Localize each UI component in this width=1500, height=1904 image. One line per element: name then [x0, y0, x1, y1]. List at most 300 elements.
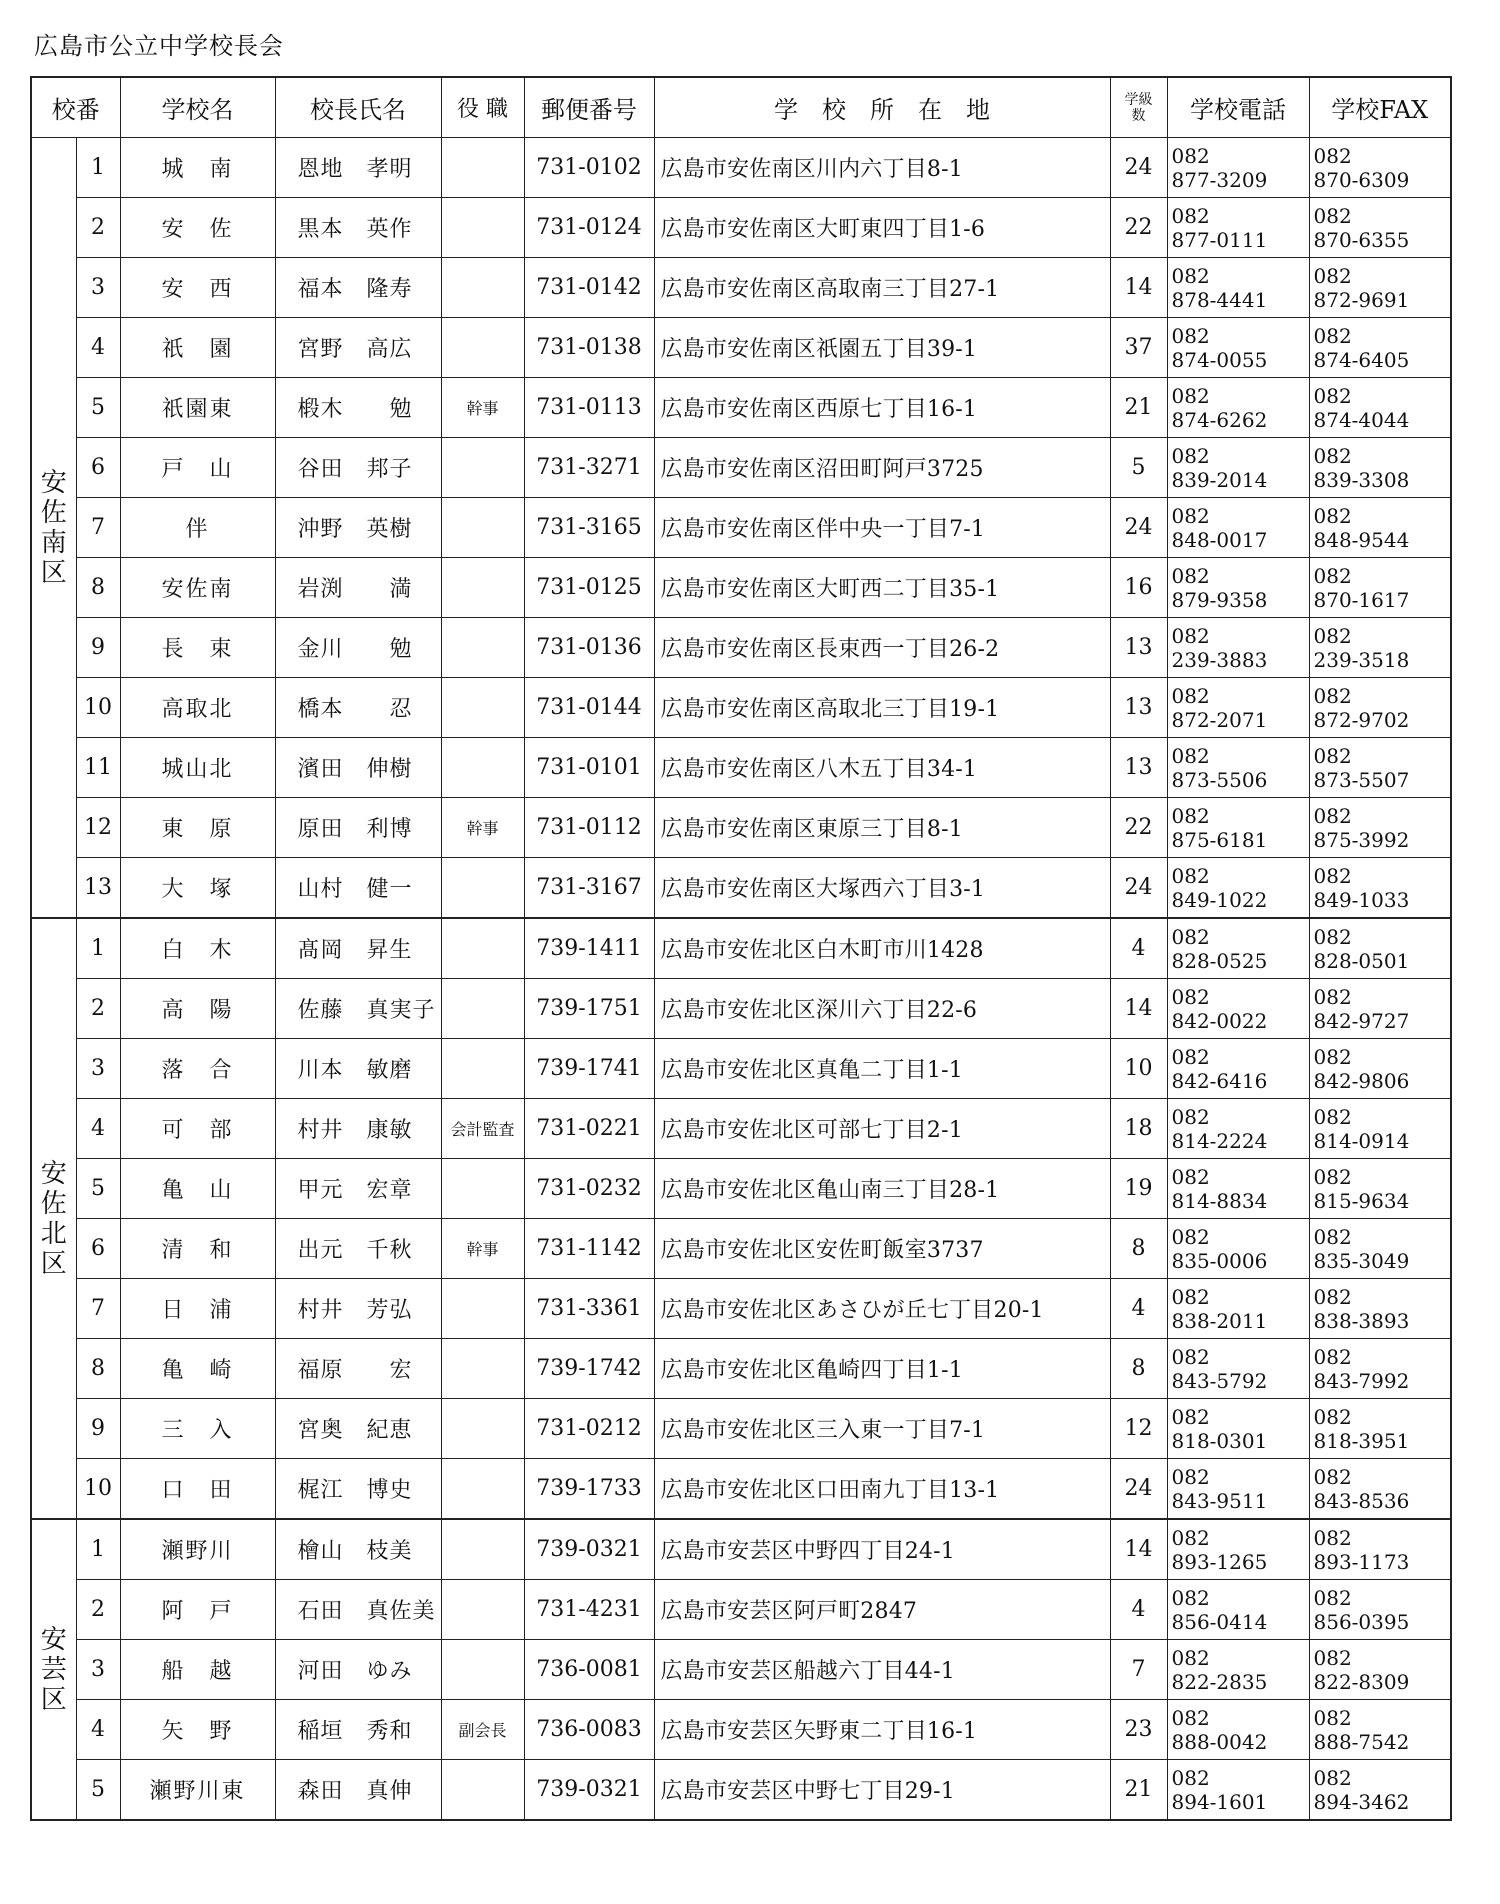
- role-cell: [441, 318, 524, 378]
- classes-cell: 22: [1110, 198, 1167, 258]
- no-cell: 9: [76, 618, 120, 678]
- zip-cell: 731-0113: [524, 378, 654, 438]
- school-name-cell: 祇 園: [120, 318, 275, 378]
- tel-area-code: 082: [1171, 1705, 1210, 1730]
- fax-number: 822-8309: [1313, 1669, 1410, 1694]
- table-row: [31, 498, 1451, 558]
- fax-cell: [1309, 1039, 1451, 1099]
- zip-cell: 731-4231: [524, 1580, 654, 1640]
- classes-cell: 24: [1110, 1459, 1167, 1520]
- role-cell: [441, 138, 524, 198]
- no-cell: 3: [76, 1039, 120, 1099]
- no-cell: 3: [76, 258, 120, 318]
- principal-cell: 谷田 邦子: [275, 438, 441, 498]
- tel-number: 814-8834: [1171, 1188, 1268, 1213]
- no-cell: 6: [76, 438, 120, 498]
- classes-cell: 18: [1110, 1099, 1167, 1159]
- fax-area-code: 082: [1313, 503, 1352, 528]
- tel-cell: [1167, 738, 1309, 798]
- tel-cell: [1167, 258, 1309, 318]
- tel-cell: [1167, 1159, 1309, 1219]
- address-cell: 広島市安佐南区八木五丁目34-1: [654, 738, 1110, 798]
- address-cell: 広島市安佐北区あさひが丘七丁目20-1: [654, 1279, 1110, 1339]
- tel-number: 856-0414: [1171, 1609, 1268, 1634]
- principal-cell: 原田 利博: [275, 798, 441, 858]
- tel-cell: [1167, 1279, 1309, 1339]
- classes-cell: 13: [1110, 618, 1167, 678]
- fax-area-code: 082: [1313, 203, 1352, 228]
- role-cell: [441, 1459, 524, 1520]
- address-cell: 広島市安芸区矢野東二丁目16-1: [654, 1700, 1110, 1760]
- classes-cell: 24: [1110, 858, 1167, 919]
- fax-area-code: 082: [1313, 743, 1352, 768]
- no-cell: 4: [76, 1099, 120, 1159]
- role-cell: [441, 678, 524, 738]
- classes-cell: 10: [1110, 1039, 1167, 1099]
- tel-cell: [1167, 1399, 1309, 1459]
- header-principal: 校長氏名: [275, 77, 441, 138]
- classes-cell: 21: [1110, 1760, 1167, 1821]
- tel-number: 822-2835: [1171, 1669, 1268, 1694]
- fax-cell: [1309, 738, 1451, 798]
- school-name-cell: 安 佐: [120, 198, 275, 258]
- fax-number: 870-1617: [1313, 587, 1410, 612]
- address-cell: 広島市安佐北区亀山南三丁目28-1: [654, 1159, 1110, 1219]
- fax-cell: [1309, 1219, 1451, 1279]
- fax-number: 843-8536: [1313, 1488, 1410, 1513]
- fax-cell: [1309, 138, 1451, 198]
- no-cell: 5: [76, 1159, 120, 1219]
- tel-cell: [1167, 618, 1309, 678]
- school-name-cell: 高 陽: [120, 979, 275, 1039]
- fax-cell: [1309, 438, 1451, 498]
- tel-cell: [1167, 1219, 1309, 1279]
- fax-area-code: 082: [1313, 1344, 1352, 1369]
- role-cell: [441, 438, 524, 498]
- header-role: 役 職: [441, 77, 524, 138]
- fax-area-code: 082: [1313, 1224, 1352, 1249]
- tel-number: 848-0017: [1171, 527, 1268, 552]
- principal-cell: 山村 健一: [275, 858, 441, 919]
- principal-cell: 甲元 宏章: [275, 1159, 441, 1219]
- fax-number: 888-7542: [1313, 1729, 1410, 1754]
- fax-cell: [1309, 558, 1451, 618]
- tel-cell: [1167, 498, 1309, 558]
- tel-area-code: 082: [1171, 743, 1210, 768]
- tel-number: 838-2011: [1171, 1308, 1268, 1333]
- role-cell: [441, 1279, 524, 1339]
- classes-cell: 14: [1110, 979, 1167, 1039]
- no-cell: 13: [76, 858, 120, 919]
- fax-number: 842-9806: [1313, 1068, 1410, 1093]
- tel-cell: [1167, 678, 1309, 738]
- table-row: [31, 678, 1451, 738]
- table-row: [31, 1640, 1451, 1700]
- table-row: [31, 1399, 1451, 1459]
- no-cell: 7: [76, 498, 120, 558]
- fax-number: 828-0501: [1313, 948, 1410, 973]
- tel-cell: [1167, 558, 1309, 618]
- fax-number: 835-3049: [1313, 1248, 1410, 1273]
- tel-area-code: 082: [1171, 1464, 1210, 1489]
- school-name-cell: 落 合: [120, 1039, 275, 1099]
- no-cell: 1: [76, 918, 120, 979]
- no-cell: 2: [76, 198, 120, 258]
- principal-cell: 宮野 高広: [275, 318, 441, 378]
- tel-area-code: 082: [1171, 803, 1210, 828]
- school-name-cell: 可 部: [120, 1099, 275, 1159]
- fax-area-code: 082: [1313, 563, 1352, 588]
- fax-area-code: 082: [1313, 1404, 1352, 1429]
- address-cell: 広島市安佐南区高取南三丁目27-1: [654, 258, 1110, 318]
- tel-area-code: 082: [1171, 143, 1210, 168]
- classes-cell: 4: [1110, 918, 1167, 979]
- zip-cell: 731-0125: [524, 558, 654, 618]
- tel-number: 814-2224: [1171, 1128, 1268, 1153]
- no-cell: 9: [76, 1399, 120, 1459]
- zip-cell: 731-0101: [524, 738, 654, 798]
- zip-cell: 739-1751: [524, 979, 654, 1039]
- fax-number: 239-3518: [1313, 647, 1410, 672]
- role-cell: 幹事: [441, 378, 524, 438]
- school-name-cell: 高取北: [120, 678, 275, 738]
- header-fax: 学校FAX: [1309, 77, 1451, 138]
- table-row: [31, 1279, 1451, 1339]
- tel-area-code: 082: [1171, 563, 1210, 588]
- tel-area-code: 082: [1171, 383, 1210, 408]
- fax-area-code: 082: [1313, 803, 1352, 828]
- no-cell: 12: [76, 798, 120, 858]
- district-cell: [31, 918, 76, 1519]
- address-cell: 広島市安佐南区大塚西六丁目3-1: [654, 858, 1110, 919]
- header-classes: [1110, 77, 1167, 138]
- fax-cell: [1309, 1519, 1451, 1580]
- fax-number: 894-3462: [1313, 1789, 1410, 1814]
- no-cell: 1: [76, 1519, 120, 1580]
- fax-number: 838-3893: [1313, 1308, 1410, 1333]
- tel-cell: [1167, 438, 1309, 498]
- district-name: 安芸区: [40, 1624, 67, 1715]
- tel-number: 873-5506: [1171, 767, 1268, 792]
- tel-cell: [1167, 1459, 1309, 1520]
- table-row: [31, 378, 1451, 438]
- fax-area-code: 082: [1313, 443, 1352, 468]
- principal-cell: 濱田 伸樹: [275, 738, 441, 798]
- classes-cell: 5: [1110, 438, 1167, 498]
- fax-number: 849-1033: [1313, 887, 1410, 912]
- school-name-cell: 瀬野川: [120, 1519, 275, 1580]
- address-cell: 広島市安佐北区安佐町飯室3737: [654, 1219, 1110, 1279]
- role-cell: [441, 1760, 524, 1821]
- header-address: 学 校 所 在 地: [654, 77, 1110, 138]
- table-row: [31, 798, 1451, 858]
- principal-cell: 金川 勉: [275, 618, 441, 678]
- fax-number: 874-6405: [1313, 347, 1410, 372]
- address-cell: 広島市安佐北区口田南九丁目13-1: [654, 1459, 1110, 1520]
- address-cell: 広島市安佐北区三入東一丁目7-1: [654, 1399, 1110, 1459]
- principal-cell: 村井 芳弘: [275, 1279, 441, 1339]
- no-cell: 5: [76, 378, 120, 438]
- tel-cell: [1167, 378, 1309, 438]
- fax-number: 814-0914: [1313, 1128, 1410, 1153]
- zip-cell: 731-0102: [524, 138, 654, 198]
- classes-cell: 14: [1110, 1519, 1167, 1580]
- zip-cell: 731-0112: [524, 798, 654, 858]
- tel-area-code: 082: [1171, 683, 1210, 708]
- zip-cell: 739-1741: [524, 1039, 654, 1099]
- header-zip: 郵便番号: [524, 77, 654, 138]
- district-name: 安佐南区: [40, 467, 67, 588]
- table-row: [31, 1219, 1451, 1279]
- role-cell: [441, 1519, 524, 1580]
- fax-cell: [1309, 318, 1451, 378]
- no-cell: 6: [76, 1219, 120, 1279]
- tel-number: 835-0006: [1171, 1248, 1268, 1273]
- fax-cell: [1309, 1399, 1451, 1459]
- table-row: [31, 198, 1451, 258]
- zip-cell: 731-1142: [524, 1219, 654, 1279]
- fax-area-code: 082: [1313, 1645, 1352, 1670]
- tel-area-code: 082: [1171, 1404, 1210, 1429]
- tel-cell: [1167, 138, 1309, 198]
- school-name-cell: 亀 山: [120, 1159, 275, 1219]
- tel-number: 874-6262: [1171, 407, 1268, 432]
- tel-cell: [1167, 1099, 1309, 1159]
- principal-cell: 佐藤 真実子: [275, 979, 441, 1039]
- classes-cell: 7: [1110, 1640, 1167, 1700]
- no-cell: 4: [76, 318, 120, 378]
- no-cell: 10: [76, 1459, 120, 1520]
- classes-cell: 4: [1110, 1279, 1167, 1339]
- principal-cell: 檜山 枝美: [275, 1519, 441, 1580]
- classes-cell: 4: [1110, 1580, 1167, 1640]
- tel-area-code: 082: [1171, 924, 1210, 949]
- school-name-cell: 安 西: [120, 258, 275, 318]
- fax-cell: [1309, 1459, 1451, 1520]
- tel-area-code: 082: [1171, 443, 1210, 468]
- fax-area-code: 082: [1313, 1164, 1352, 1189]
- fax-cell: [1309, 378, 1451, 438]
- address-cell: 広島市安佐南区長束西一丁目26-2: [654, 618, 1110, 678]
- tel-number: 239-3883: [1171, 647, 1268, 672]
- table-row: [31, 1159, 1451, 1219]
- classes-cell: 13: [1110, 738, 1167, 798]
- fax-number: 815-9634: [1313, 1188, 1410, 1213]
- role-cell: [441, 979, 524, 1039]
- zip-cell: 731-3271: [524, 438, 654, 498]
- table-row: [31, 558, 1451, 618]
- fax-number: 856-0395: [1313, 1609, 1410, 1634]
- zip-cell: 731-0124: [524, 198, 654, 258]
- fax-area-code: 082: [1313, 683, 1352, 708]
- principal-cell: 梶江 博史: [275, 1459, 441, 1520]
- address-cell: 広島市安佐南区伴中央一丁目7-1: [654, 498, 1110, 558]
- tel-number: 877-3209: [1171, 167, 1268, 192]
- zip-cell: 731-0144: [524, 678, 654, 738]
- tel-cell: [1167, 1039, 1309, 1099]
- header-tel: 学校電話: [1167, 77, 1309, 138]
- no-cell: 1: [76, 138, 120, 198]
- address-cell: 広島市安芸区阿戸町2847: [654, 1580, 1110, 1640]
- tel-number: 888-0042: [1171, 1729, 1268, 1754]
- address-cell: 広島市安佐北区真亀二丁目1-1: [654, 1039, 1110, 1099]
- tel-number: 818-0301: [1171, 1428, 1268, 1453]
- tel-area-code: 082: [1171, 1525, 1210, 1550]
- role-cell: [441, 1039, 524, 1099]
- principal-cell: 橋本 忍: [275, 678, 441, 738]
- role-cell: [441, 738, 524, 798]
- tel-area-code: 082: [1171, 1104, 1210, 1129]
- table-row: [31, 1339, 1451, 1399]
- tel-area-code: 082: [1171, 1044, 1210, 1069]
- fax-cell: [1309, 258, 1451, 318]
- tel-number: 878-4441: [1171, 287, 1268, 312]
- tel-number: 879-9358: [1171, 587, 1268, 612]
- tel-cell: [1167, 979, 1309, 1039]
- tel-cell: [1167, 198, 1309, 258]
- no-cell: 11: [76, 738, 120, 798]
- principal-cell: 恩地 孝明: [275, 138, 441, 198]
- classes-cell: 8: [1110, 1219, 1167, 1279]
- school-name-cell: 安佐南: [120, 558, 275, 618]
- principal-cell: 宮奥 紀恵: [275, 1399, 441, 1459]
- fax-number: 875-3992: [1313, 827, 1410, 852]
- no-cell: 3: [76, 1640, 120, 1700]
- principal-cell: 福原 宏: [275, 1339, 441, 1399]
- no-cell: 2: [76, 979, 120, 1039]
- fax-number: 874-4044: [1313, 407, 1410, 432]
- fax-number: 843-7992: [1313, 1368, 1410, 1393]
- fax-area-code: 082: [1313, 1044, 1352, 1069]
- no-cell: 5: [76, 1760, 120, 1821]
- classes-cell: 13: [1110, 678, 1167, 738]
- fax-area-code: 082: [1313, 1104, 1352, 1129]
- address-cell: 広島市安芸区中野七丁目29-1: [654, 1760, 1110, 1821]
- role-cell: 幹事: [441, 798, 524, 858]
- fax-area-code: 082: [1313, 1585, 1352, 1610]
- fax-cell: [1309, 1640, 1451, 1700]
- address-cell: 広島市安佐南区東原三丁目8-1: [654, 798, 1110, 858]
- tel-area-code: 082: [1171, 1585, 1210, 1610]
- fax-cell: [1309, 498, 1451, 558]
- fax-cell: [1309, 618, 1451, 678]
- fax-area-code: 082: [1313, 263, 1352, 288]
- principal-cell: 石田 真佐美: [275, 1580, 441, 1640]
- fax-area-code: 082: [1313, 143, 1352, 168]
- tel-area-code: 082: [1171, 1164, 1210, 1189]
- table-row: [31, 438, 1451, 498]
- school-name-cell: 阿 戸: [120, 1580, 275, 1640]
- fax-number: 839-3308: [1313, 467, 1410, 492]
- zip-cell: 731-0142: [524, 258, 654, 318]
- fax-cell: [1309, 198, 1451, 258]
- tel-number: 839-2014: [1171, 467, 1268, 492]
- fax-area-code: 082: [1313, 924, 1352, 949]
- principal-cell: 稲垣 秀和: [275, 1700, 441, 1760]
- header-no: 校番: [31, 77, 120, 138]
- school-table: [30, 76, 1452, 1821]
- address-cell: 広島市安佐南区大町東四丁目1-6: [654, 198, 1110, 258]
- role-cell: [441, 1640, 524, 1700]
- tel-cell: [1167, 1760, 1309, 1821]
- principal-cell: 福本 隆寿: [275, 258, 441, 318]
- header-classes-label: 学級数: [1124, 91, 1153, 124]
- table-row: [31, 138, 1451, 198]
- role-cell: [441, 1580, 524, 1640]
- table-row: [31, 858, 1451, 919]
- zip-cell: 731-3167: [524, 858, 654, 919]
- zip-cell: 739-0321: [524, 1519, 654, 1580]
- principal-cell: 椴木 勉: [275, 378, 441, 438]
- fax-area-code: 082: [1313, 1464, 1352, 1489]
- tel-area-code: 082: [1171, 623, 1210, 648]
- tel-area-code: 082: [1171, 503, 1210, 528]
- zip-cell: 731-0138: [524, 318, 654, 378]
- zip-cell: 731-3165: [524, 498, 654, 558]
- school-name-cell: 瀬野川東: [120, 1760, 275, 1821]
- classes-cell: 21: [1110, 378, 1167, 438]
- address-cell: 広島市安佐南区川内六丁目8-1: [654, 138, 1110, 198]
- role-cell: 会計監査: [441, 1099, 524, 1159]
- tel-area-code: 082: [1171, 1284, 1210, 1309]
- tel-area-code: 082: [1171, 863, 1210, 888]
- tel-cell: [1167, 1339, 1309, 1399]
- school-name-cell: 戸 山: [120, 438, 275, 498]
- fax-area-code: 082: [1313, 863, 1352, 888]
- tel-number: 874-0055: [1171, 347, 1268, 372]
- zip-cell: 731-0221: [524, 1099, 654, 1159]
- school-name-cell: 大 塚: [120, 858, 275, 919]
- tel-cell: [1167, 1700, 1309, 1760]
- table-row: [31, 1459, 1451, 1520]
- table-row: [31, 618, 1451, 678]
- tel-number: 843-9511: [1171, 1488, 1268, 1513]
- fax-number: 893-1173: [1313, 1549, 1410, 1574]
- table-row: [31, 1700, 1451, 1760]
- role-cell: [441, 258, 524, 318]
- principal-cell: 沖野 英樹: [275, 498, 441, 558]
- fax-number: 872-9691: [1313, 287, 1410, 312]
- zip-cell: 736-0083: [524, 1700, 654, 1760]
- fax-number: 870-6355: [1313, 227, 1410, 252]
- classes-cell: 16: [1110, 558, 1167, 618]
- table-row: [31, 1760, 1451, 1821]
- tel-number: 828-0525: [1171, 948, 1268, 973]
- school-name-cell: 船 越: [120, 1640, 275, 1700]
- principal-cell: 川本 敏磨: [275, 1039, 441, 1099]
- fax-cell: [1309, 678, 1451, 738]
- tel-number: 843-5792: [1171, 1368, 1268, 1393]
- school-name-cell: 日 浦: [120, 1279, 275, 1339]
- tel-cell: [1167, 1640, 1309, 1700]
- district-cell: [31, 1519, 76, 1820]
- tel-area-code: 082: [1171, 984, 1210, 1009]
- tel-area-code: 082: [1171, 323, 1210, 348]
- zip-cell: 739-1733: [524, 1459, 654, 1520]
- fax-number: 842-9727: [1313, 1008, 1410, 1033]
- fax-area-code: 082: [1313, 323, 1352, 348]
- school-name-cell: 城 南: [120, 138, 275, 198]
- principal-cell: 河田 ゆみ: [275, 1640, 441, 1700]
- fax-number: 818-3951: [1313, 1428, 1410, 1453]
- zip-cell: 731-0232: [524, 1159, 654, 1219]
- table-row: [31, 979, 1451, 1039]
- role-cell: [441, 858, 524, 919]
- role-cell: [441, 918, 524, 979]
- no-cell: 8: [76, 1339, 120, 1399]
- classes-cell: 24: [1110, 138, 1167, 198]
- classes-cell: 12: [1110, 1399, 1167, 1459]
